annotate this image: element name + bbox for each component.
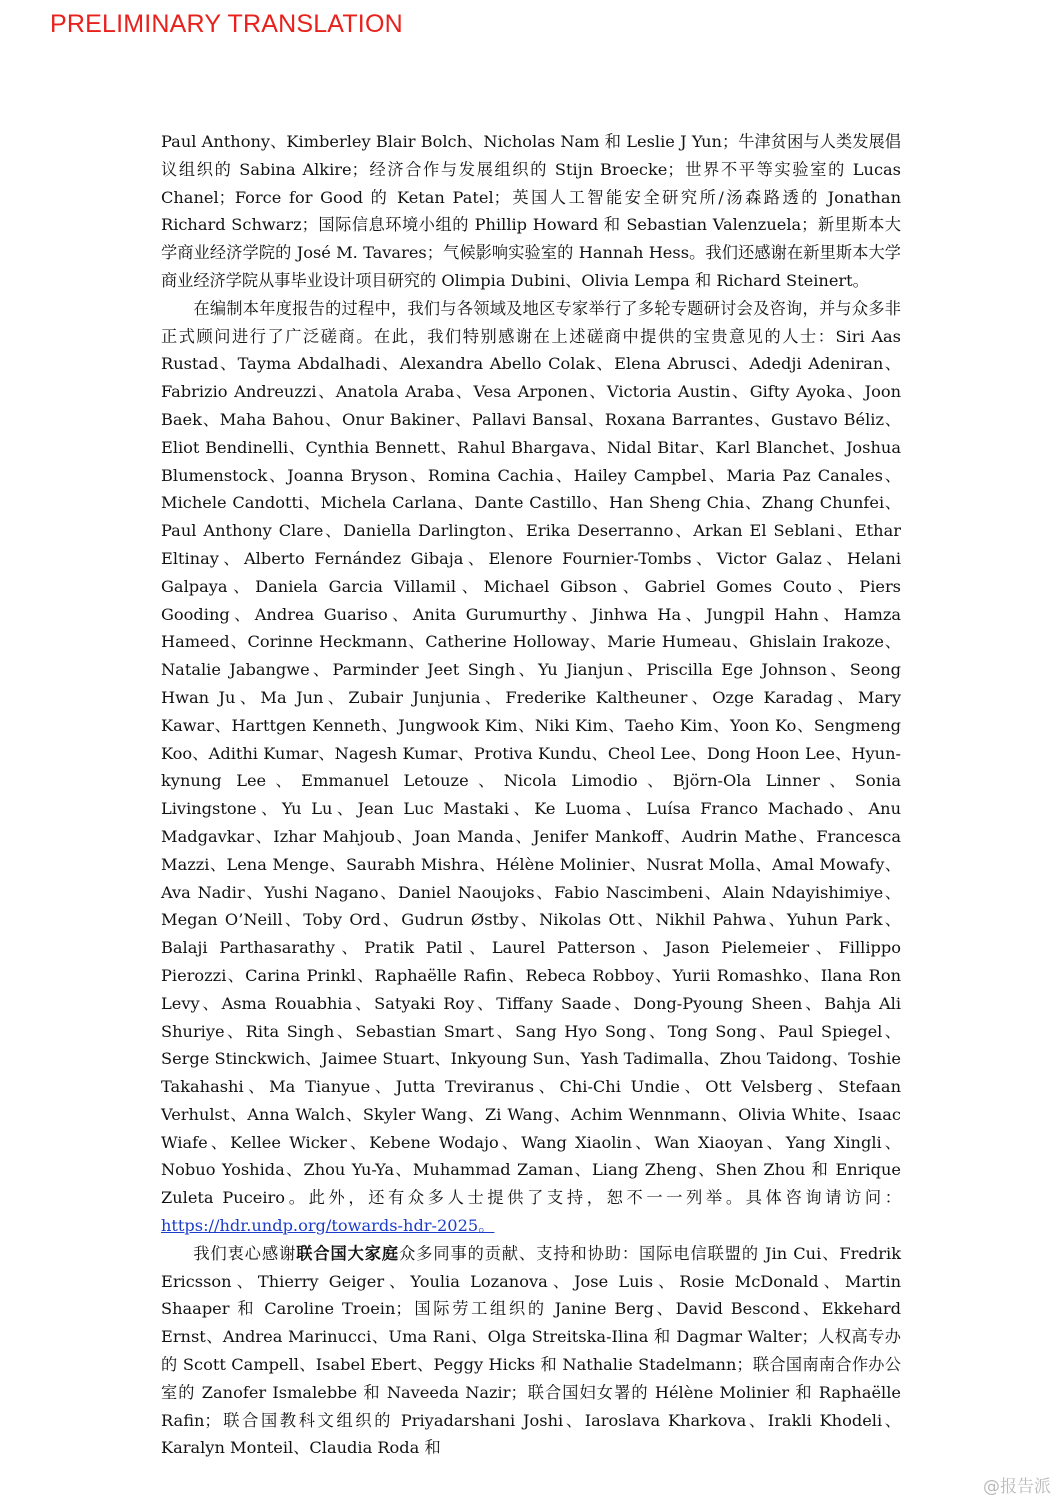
un-family-bold: 联合国大家庭 — [296, 1243, 400, 1263]
paragraph-1 — [161, 128, 901, 295]
paragraph-1-text: Paul Anthony、Kimberley Blair Bolch、Nicholas Nam 和 Leslie J Yun；牛津贫困与人类发展倡议组织的 Sabina Alkire；经济合作与发展组织的 Stijn Broecke；世界不平等实验室的 Lucas Chanel；Force for Good 的 Ketan Patel；英国人工智能安全研究所/汤森路透的 Jonathan Richard Schwarz；国际信息环境小组的 Phillip Howard 和 Sebastian Valenzuela；新里斯本大学商业经济学院的 José M. Tavares；气候影响实验室的 Hannah Hess。我们还感谢在新里斯本大学商业经济学院从事毕业设计项目研究的 Olimpia Dubini、Olivia Lempa 和 Richard Steinert。 — [161, 132, 901, 290]
paragraph-3-lead: 我们衷心感谢 — [193, 1243, 297, 1263]
paragraph-2 — [161, 295, 901, 1240]
preliminary-translation-banner: PRELIMINARY TRANSLATION — [50, 10, 403, 38]
paragraph-3 — [161, 1240, 901, 1462]
watermark: @报告派 — [983, 1477, 1051, 1497]
paragraph-2-text: 在编制本年度报告的过程中，我们与各领域及地区专家举行了多轮专题研讨会及咨询，并与众多非正式顾问进行了广泛磋商。在此，我们特别感谢在上述磋商中提供的宝贵意见的人士：Siri Aas Rustad、Tayma Abdalhadi、Alexandra Abello Colak、Elena Abrusci、Adedji Adeniran、Fabrizio Andreuzzi、Anatola Araba、Vesa Arponen、Victoria Austin、Gifty Ayoka、Joon Baek、Maha Bahou、Onur Bakiner、Pallavi Bansal、Roxana Barrantes、Gustavo Béliz、Eliot Bendinelli、Cynthia Bennett、Rahul Bhargava、Nidal Bitar、Karl Blanchet、Joshua Blumenstock、Joanna Bryson、Romina Cachia、Hailey Campbel、Maria Paz Canales、Michele Candotti、Michela Carlana、Dante Castillo、Han Sheng Chia、Zhang Chunfei、Paul Anthony Clare、Daniella Darlington、Erika Deserranno、Arkan El Seblani、Ethar Eltinay、Alberto Fernández Gibaja、Elenore Fournier-Tombs、Victor Galaz、Helani Galpaya、Daniela Garcia Villamil、Michael Gibson、Gabriel Gomes Couto、Piers Gooding、Andrea Guariso、Anita Gurumurthy、Jinhwa Ha、Jungpil Hahn、Hamza Hameed、Corinne Heckmann、Catherine Holloway、Marie Humeau、Ghislain Irakoze、Natalie Jabangwe、Parminder Jeet Singh、Yu Jianjun、Priscilla Ege Johnson、Seong Hwan Ju、Ma Jun、Zubair Junjunia、Frederike Kaltheuner、Ozge Karadag、Mary Kawar、Harttgen Kenneth、Jungwook Kim、Niki Kim、Taeho Kim、Yoon Ko、Sengmeng Koo、Adithi Kumar、Nagesh Kumar、Protiva Kundu、Cheol Lee、Dong Hoon Lee、Hyun-kynung Lee、Emmanuel Letouze、Nicola Limodio、Björn-Ola Linner、Sonia Livingstone、Yu Lu、Jean Luc Mastaki、Ke Luoma、Luísa Franco Machado、Anu Madgavkar、Izhar Mahjoub、Joan Manda、Jenifer Mankoff、Audrin Mathe、Francesca Mazzi、Lena Menge、Saurabh Mishra、Hélène Molinier、Nusrat Molla、Amal Mowafy、Ava Nadir、Yushi Nagano、Daniel Naoujoks、Fabio Nascimbeni、Alain Ndayishimiye、Megan O’Neill、Toby Ord、Gudrun Østby、Nikolas Ott、Nikhil Pahwa、Yuhun Park、Balaji Parthasarathy、Pratik Patil、Laurel Patterson、Jason Pielemeier、Fillippo Pierozzi、Carina Prinkl、Raphaëlle Rafin、Rebeca Robboy、Yurii Romashko、Ilana Ron Levy、Asma Rouabhia、Satyaki Roy、Tiffany Saade、Dong-Pyoung Sheen、Bahja Ali Shuriye、Rita Singh、Sebastian Smart、Sang Hyo Song、Tong Song、Paul Spiegel、Serge Stinckwich、Jaimee Stuart、Inkyoung Sun、Yash Tadimalla、Zhou Taidong、Toshie Takahashi、Ma Tianyue、Jutta Treviranus、Chi-Chi Undie、Ott Velsberg、Stefaan Verhulst、Anna Walch、Skyler Wang、Zi Wang、Achim Wennmann、Olivia White、Isaac Wiafe、Kellee Wicker、Kebene Wodajo、Wang Xiaolin、Wan Xiaoyan、Yang Xingli、Nobuo Yoshida、Zhou Yu-Ya、Muhammad Zaman、Liang Zheng、Shen Zhou 和 Enrique Zuleta Puceiro。此外，还有众多人士提供了支持，恕不一一列举。具体咨询请访问： — [161, 298, 901, 1208]
paragraph-3-text: 众多同事的贡献、支持和协助：国际电信联盟的 Jin Cui、Fredrik Ericsson、Thierry Geiger、Youlia Lozanova、Jose Luis、Rosie McDonald、Martin Shaaper 和 Caroline Troein；国际劳工组织的 Janine Berg、David Bescond、Ekkehard Ernst、Andrea Marinucci、Uma Rani、Olga Streitska-Ilina 和 Dagmar Walter；人权高专办的 Scott Campell、Isabel Ebert、Peggy Hicks 和 Nathalie Stadelmann；联合国南南合作办公室的 Zanofer Ismalebbe 和 Naveeda Nazir；联合国妇女署的 Hélène Molinier 和 Raphaëlle Rafin；联合国教科文组织的 Priyadarshani Joshi、Iaroslava Kharkova、Irakli Khodeli、Karalyn Monteil、Claudia Roda 和 — [161, 1243, 902, 1458]
towards-hdr-link[interactable]: https://hdr.undp.org/towards-hdr-2025。 — [161, 1216, 495, 1236]
acknowledgements-body — [161, 128, 901, 1462]
